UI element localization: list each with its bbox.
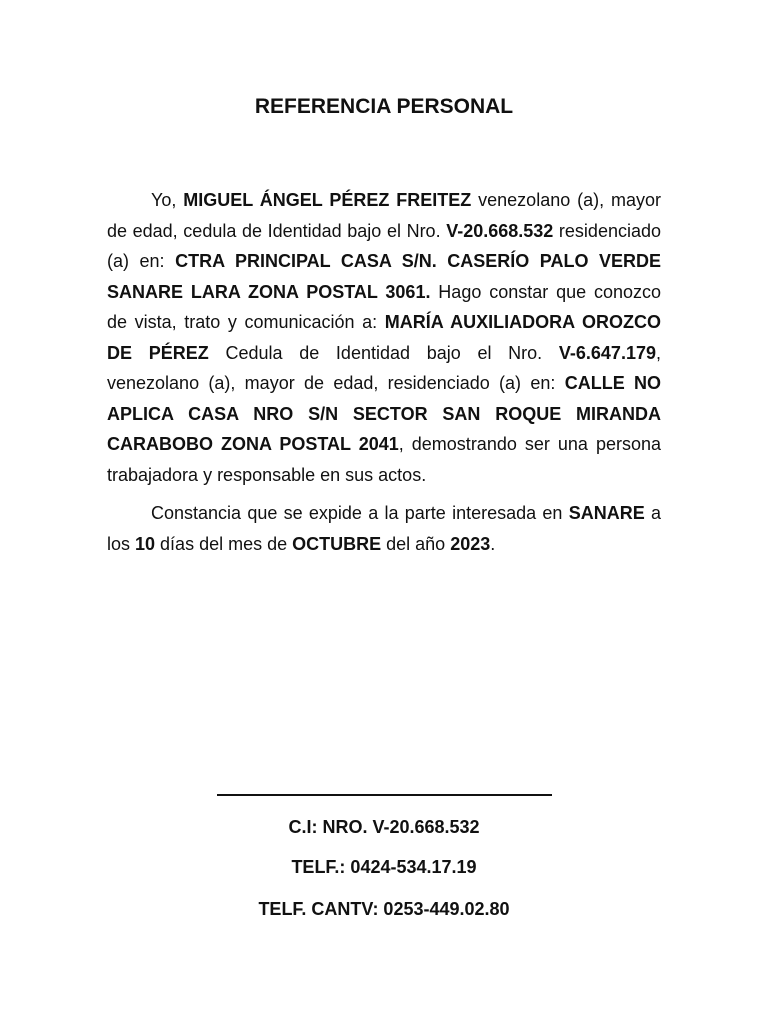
page-title: REFERENCIA PERSONAL — [254, 95, 514, 118]
signature-line — [217, 794, 552, 796]
text-segment: a los — [107, 503, 661, 554]
issuance-paragraph — [107, 498, 661, 559]
text-segment: residenciado (a) en: — [107, 220, 661, 271]
signature-cantv-phone: TELF. CANTV: 0253-449.02.80 — [258, 899, 510, 919]
text-segment: Constancia que se expide a la parte interesada en — [151, 503, 569, 523]
referee-id: V-6.647.179 — [558, 342, 656, 363]
declarant-address: CTRA PRINCIPAL CASA S/N. CASERÍO PALO VERDE SANARE LARA ZONA POSTAL 3061. — [107, 251, 661, 302]
text-segment: Yo, — [151, 190, 184, 210]
text-segment: Cedula de Identidad bajo el Nro. — [208, 342, 559, 363]
declarant-id: V-20.668.532 — [446, 220, 554, 241]
issue-day: 10 — [135, 533, 156, 554]
declarant-name: MIGUEL ÁNGEL PÉREZ FREITEZ — [183, 190, 472, 210]
text-segment: venezolano (a), mayor de edad, cedula de Identidad bajo el Nro. — [107, 190, 661, 241]
issue-place: SANARE — [568, 503, 645, 523]
issue-year: 2023 — [450, 533, 491, 554]
text-segment: días del mes de — [155, 533, 293, 554]
text-segment: Hago constar que conozco de vista, trato y comunicación a: — [107, 281, 661, 332]
issue-month: OCTUBRE — [292, 533, 382, 554]
text-segment: del año — [381, 533, 451, 554]
declaration-paragraph — [107, 185, 661, 490]
signature-phone: TELF.: 0424-534.17.19 — [291, 857, 477, 877]
referee-name: MARÍA AUXILIADORA OROZCO DE PÉREZ — [107, 312, 662, 363]
signature-ci: C.I: NRO. V-20.668.532 — [288, 817, 480, 837]
referee-address: CALLE NO APLICA CASA NRO S/N SECTOR SAN ROQUE MIRANDA CARABOBO ZONA POSTAL 2041 — [107, 373, 662, 454]
text-segment: , venezolano (a), mayor de edad, residenciado (a) en: — [107, 342, 661, 393]
text-segment: . — [490, 533, 496, 554]
document-body — [107, 185, 661, 567]
text-segment: , demostrando ser una persona trabajadora y responsable en sus actos. — [107, 434, 661, 485]
